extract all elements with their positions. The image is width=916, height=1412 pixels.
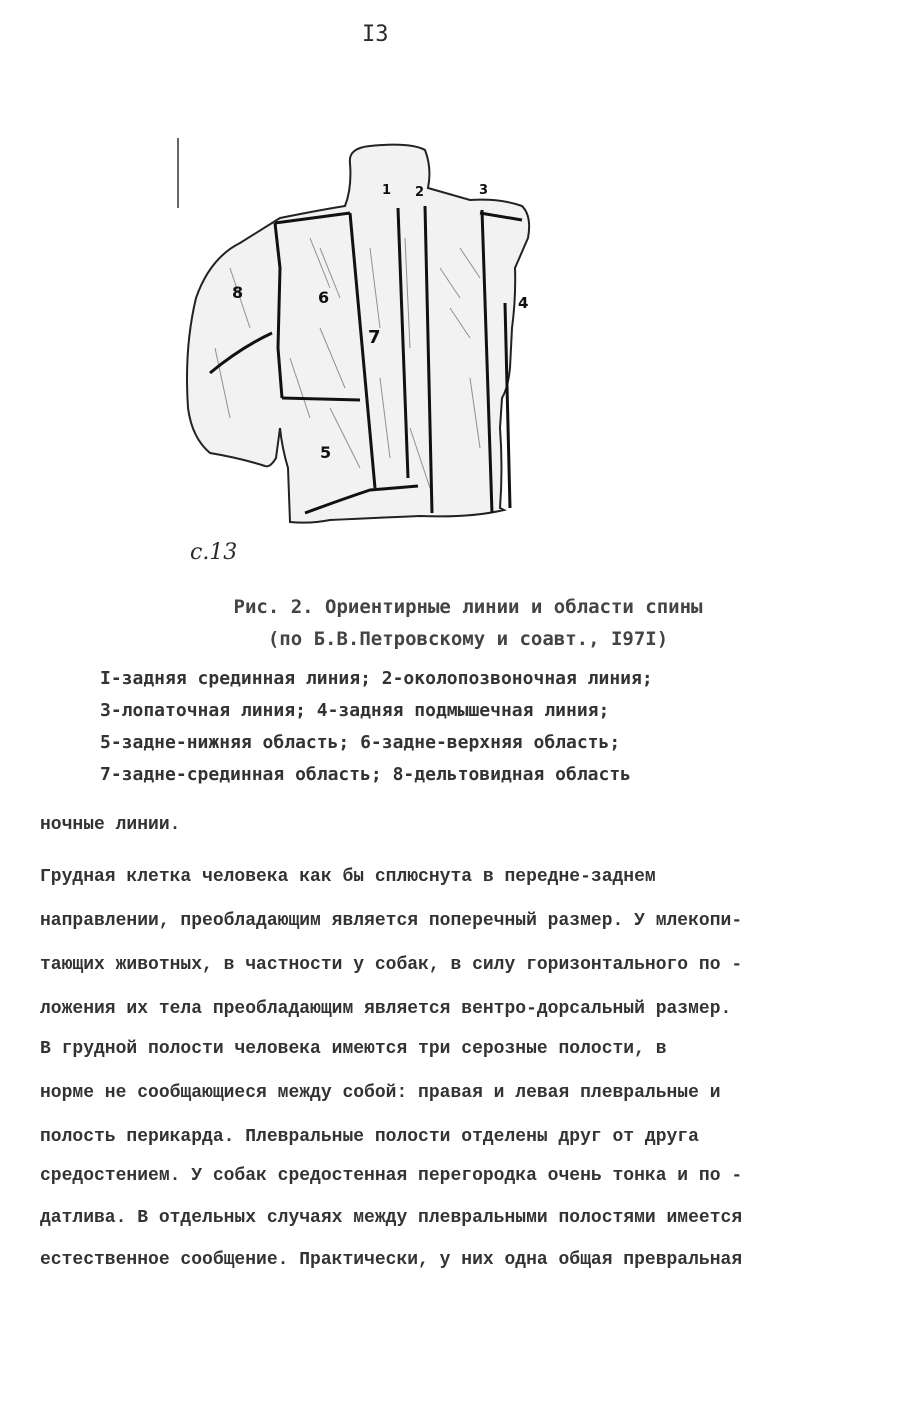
body-line: норме не сообщающиеся между собой: правая и левая плевральные и [40,1083,721,1103]
legend-line: I-задняя срединная линия; 2-околопозвоночная линия; [100,668,653,689]
body-line: ночные линии. [40,815,181,835]
body-line: В грудной полости человека имеются три серозные полости, в [40,1039,667,1059]
page-number: I3 [362,22,389,47]
body-line: ложения их тела преобладающим является вентро-дорсальный размер. [40,999,732,1019]
body-line: направлении, преобладающим является поперечный размер. У млекопи- [40,911,743,931]
legend-line: 3-лопаточная линия; 4-задняя подмышечная линия; [100,700,610,721]
body-line: датлива. В отдельных случаях между плевральными полостями имеется [40,1208,743,1228]
figure-label-7: 7 [368,327,381,348]
body-line: Грудная клетка человека как бы сплюснута в передне-заднем [40,867,656,887]
figure-label-8: 8 [232,283,244,302]
figure-label-1: 1 [382,183,392,198]
legend-line: 5-задне-нижняя область; 6-задне-верхняя область; [100,732,621,753]
figure-caption-source: (по Б.В.Петровскому и соавт., I97I) [267,628,669,650]
figure-label-5: 5 [320,443,332,462]
back-torso-illustration [170,128,630,578]
body-line: естественное сообщение. Практически, у них одна общая превральная [40,1250,743,1270]
figure-label-6: 6 [318,288,330,307]
figure-caption-title: Рис. 2. Ориентирные линии и области спины [233,596,703,618]
body-line: средостением. У собак средостенная перегородка очень тонка и по - [40,1166,743,1186]
figure-label-3: 3 [479,183,489,198]
figure-label-4: 4 [518,294,529,312]
body-line: тающих животных, в частности у собак, в силу горизонтального по - [40,955,743,975]
legend-line: 7-задне-срединная область; 8-дельтовидная область [100,764,632,785]
figure-label-2: 2 [415,185,425,200]
body-line: полость перикарда. Плевральные полости отделены друг от друга [40,1127,699,1147]
handwritten-note: c.13 [190,540,238,565]
